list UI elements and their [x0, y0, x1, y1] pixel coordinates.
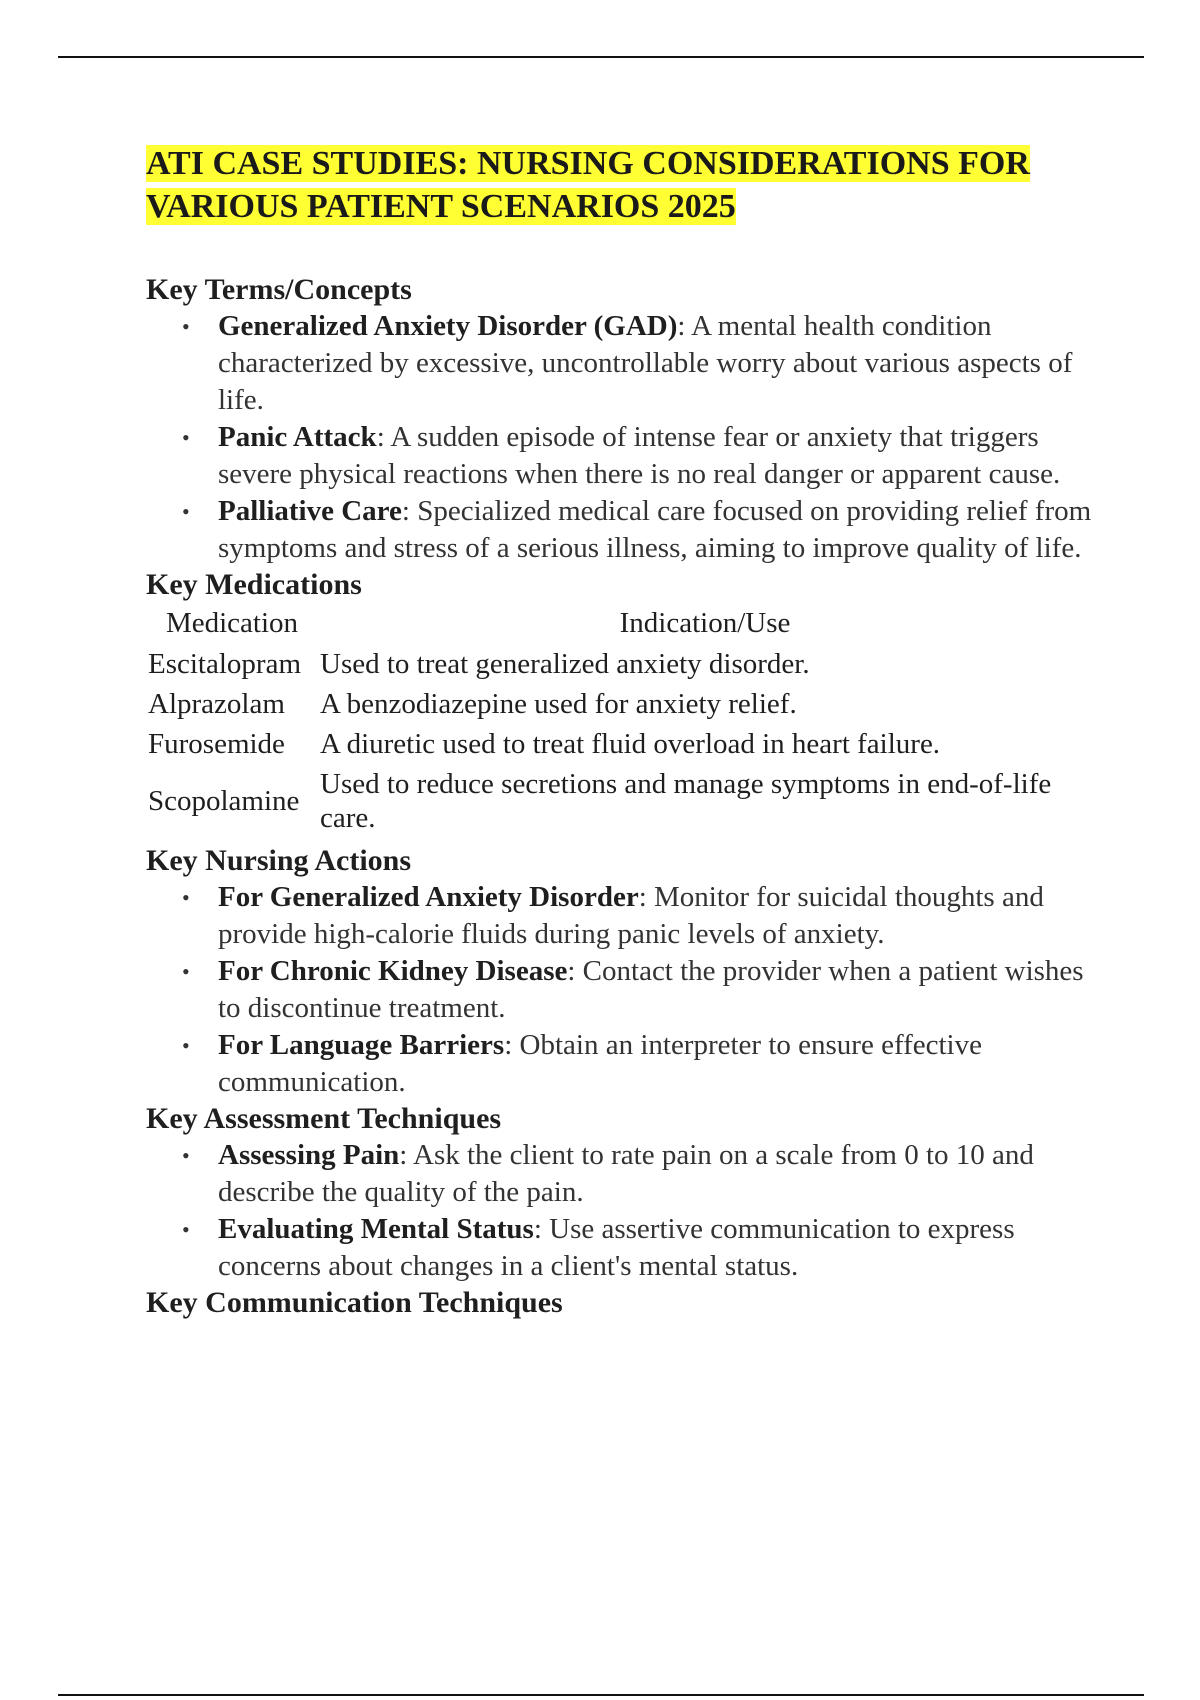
assessment-label: Evaluating Mental Status [218, 1213, 534, 1245]
bullet-icon: • [182, 1217, 190, 1242]
medication-name: Alprazolam [148, 688, 285, 720]
table-row [146, 645, 1092, 685]
medications-table [146, 603, 1092, 839]
term-description: : A sudden episode of intense fear or anxiety that triggers severe physical reactions when there is no real danger or apparent cause. [218, 421, 1061, 490]
table-row [146, 685, 1092, 725]
bullet-icon: • [182, 1033, 190, 1058]
list-item [146, 1027, 1096, 1101]
list-item [146, 879, 1096, 953]
term-label: Panic Attack [218, 421, 377, 453]
list-item [146, 308, 1096, 419]
term-label: Palliative Care [218, 495, 402, 527]
table-row [146, 765, 1092, 839]
medication-name: Furosemide [148, 728, 285, 760]
action-description: : Contact the provider when a patient wishes to discontinue treatment. [218, 955, 1084, 1024]
title-highlight: ATI CASE STUDIES: NURSING CONSIDERATIONS FOR VARIOUS PATIENT SCENARIOS 2025 [146, 145, 1030, 225]
bullet-icon: • [182, 885, 190, 910]
key-communication-heading: Key Communication Techniques [146, 1286, 563, 1319]
medication-use: A diuretic used to treat fluid overload in heart failure. [320, 728, 941, 760]
column-header-indication: Indication/Use [619, 607, 791, 639]
bottom-rule [58, 1694, 1144, 1696]
term-description: : Specialized medical care focused on providing relief from symptoms and stress of a serious illness, aiming to improve quality of life. [218, 495, 1092, 564]
table-row [146, 725, 1092, 765]
action-label: For Generalized Anxiety Disorder [218, 881, 639, 913]
bullet-icon: • [182, 1143, 190, 1168]
assessment-label: Assessing Pain [218, 1139, 400, 1171]
action-description: : Monitor for suicidal thoughts and provide high-calorie fluids during panic levels of anxiety. [218, 881, 1044, 950]
medication-use: Used to reduce secretions and manage symptoms in end-of-life care. [320, 768, 1052, 834]
assessment-description: : Use assertive communication to express concerns about changes in a client's mental status. [218, 1213, 1015, 1282]
top-rule [58, 56, 1144, 58]
bullet-icon: • [182, 425, 190, 450]
column-header-medication: Medication [165, 607, 299, 639]
list-item [146, 1137, 1096, 1211]
nursing-actions-list [146, 879, 1096, 1101]
assessment-list [146, 1137, 1096, 1285]
action-label: For Language Barriers [218, 1029, 505, 1061]
action-description: : Obtain an interpreter to ensure effective communication. [218, 1029, 982, 1098]
key-nursing-actions-heading: Key Nursing Actions [146, 844, 412, 877]
bullet-icon: • [182, 499, 190, 524]
key-medications-heading: Key Medications [146, 568, 362, 601]
medication-use: A benzodiazepine used for anxiety relief. [320, 688, 797, 720]
medication-use: Used to treat generalized anxiety disorder. [320, 648, 810, 680]
list-item [146, 953, 1096, 1027]
assessment-description: : Ask the client to rate pain on a scale from 0 to 10 and describe the quality of the pain. [218, 1139, 1034, 1208]
term-label: Generalized Anxiety Disorder (GAD) [218, 310, 678, 342]
bullet-icon: • [182, 314, 190, 339]
list-item [146, 1211, 1096, 1285]
document-body [146, 142, 1096, 1321]
term-description: : A mental health condition characterized by excessive, uncontrollable worry about various aspects of life. [218, 310, 1073, 416]
key-assessment-heading: Key Assessment Techniques [146, 1102, 502, 1135]
table-header-row [146, 603, 1092, 645]
key-terms-heading: Key Terms/Concepts [146, 273, 412, 306]
list-item [146, 493, 1096, 567]
document-title [146, 142, 1096, 228]
list-item [146, 419, 1096, 493]
key-terms-list [146, 308, 1096, 567]
bullet-icon: • [182, 959, 190, 984]
medication-name: Scopolamine [148, 785, 300, 817]
action-label: For Chronic Kidney Disease [218, 955, 568, 987]
medication-name: Escitalopram [148, 648, 302, 680]
